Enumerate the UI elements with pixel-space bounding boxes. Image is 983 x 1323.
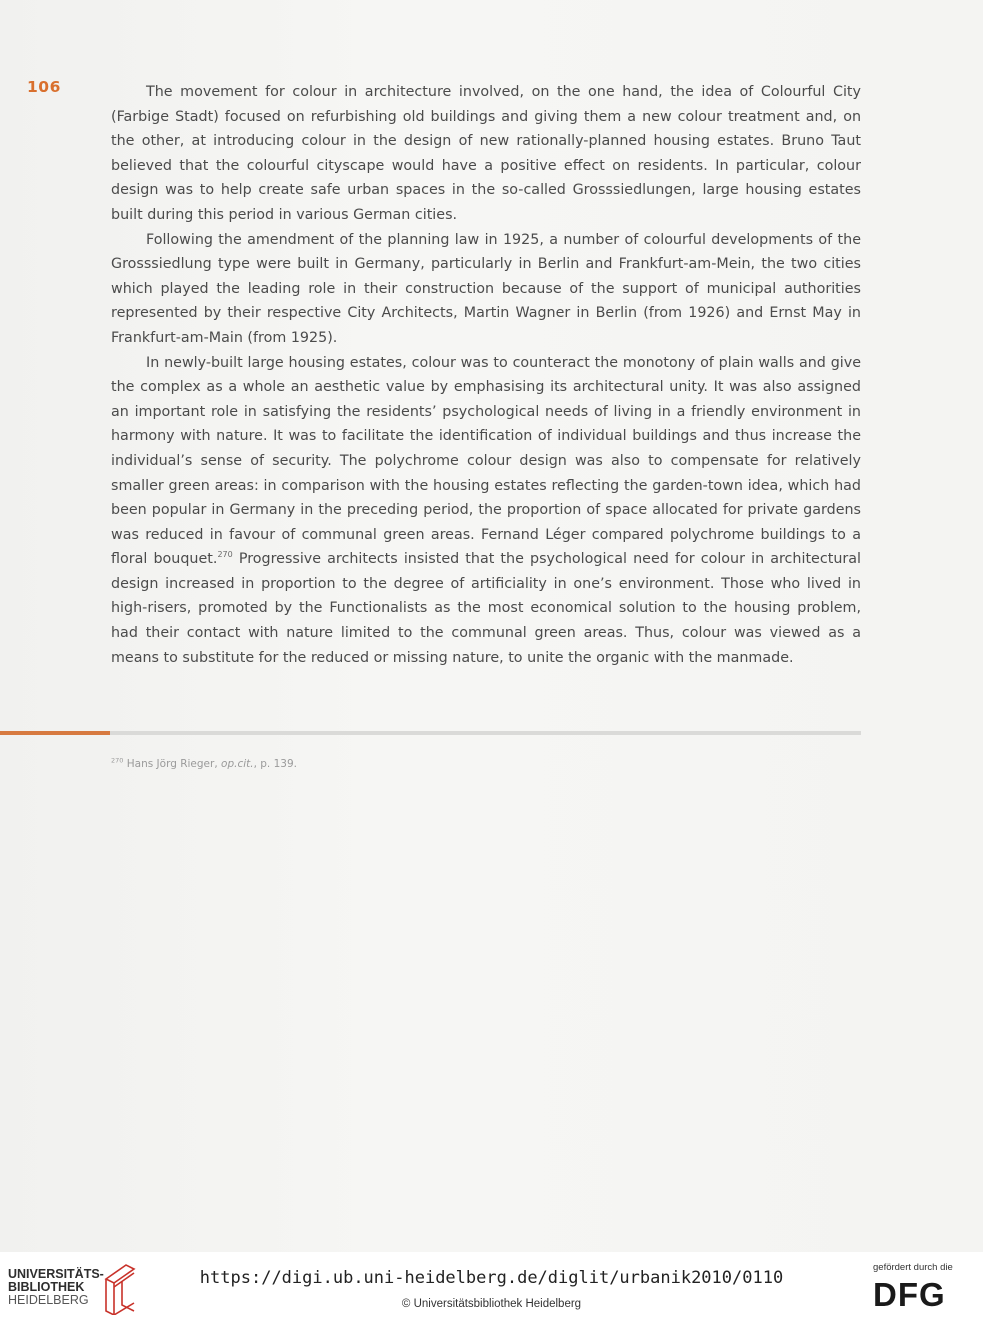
permalink-url[interactable]: https://digi.ub.uni-heidelberg.de/diglit/urbanik2010/0110 bbox=[199, 1268, 784, 1288]
library-name-line-3: HEIDELBERG bbox=[8, 1293, 89, 1307]
paragraph-3-part-2: Progressive architects insisted that the psychological need for colour in architectural design increased in proportion to the degree of artificiality in one’s environment. Those who lived in high-risers, promoted by the Functionalists as the most economical solution to the housing problem, had their contact with nature limited to the communal green areas. Thus, colour was viewed as a means to substitute for the reduced or missing nature, to unite the organic with the manmade. bbox=[111, 551, 861, 666]
copyright-notice: © Universitätsbibliothek Heidelberg bbox=[401, 1298, 582, 1310]
footnote bbox=[111, 758, 297, 770]
page-number: 106 bbox=[27, 78, 61, 96]
funded-by-label: gefördert durch die bbox=[873, 1262, 953, 1273]
paragraph-2: Following the amendment of the planning law in 1925, a number of colourful developments of the Grosssiedlung type were built in Germany, particularly in Berlin and Frankfurt-am-Mein, the two cities which played the leading role in their construction because of the support of municipal authorities represented by their respective City Architects, Martin Wagner in Berlin (from 1926) and Ernst May in Frankfurt-am-Main (from 1925). bbox=[111, 231, 861, 346]
paragraph-3-part-1: In newly-built large housing estates, colour was to counteract the monotony of plain walls and give the complex as a whole an aesthetic value by emphasising its architectural unity. It was also assigned an important role in satisfying the residents’ psychological needs of living in a friendly environment in harmony with nature. It was to facilitate the identification of individual buildings and thus increase the individual’s sense of security. The polychrome colour design was also to compensate for relatively smaller green areas: in comparison with the housing estates reflecting the garden-town idea, which had been popular in Germany in the preceding period, the proportion of space allocated for private gardens was reduced in favour of communal green areas. Fernand Léger compared polychrome buildings to a floral bouquet. bbox=[111, 354, 861, 568]
footnote-number: 270 bbox=[111, 756, 124, 765]
footnote-author: Hans Jörg Rieger, bbox=[126, 758, 222, 770]
footer-bar bbox=[0, 1252, 983, 1323]
footnote-page: , p. 139. bbox=[253, 758, 297, 770]
body-text bbox=[111, 80, 861, 670]
library-name-line-2: BIBLIOTHEK bbox=[8, 1280, 85, 1294]
dfg-logo: DFG bbox=[873, 1276, 946, 1313]
footnote-rule bbox=[110, 731, 861, 735]
footnote-rule-accent bbox=[0, 731, 110, 735]
footnote-citation: op.cit. bbox=[221, 758, 254, 770]
library-name-line-1: UNIVERSITÄTS- bbox=[8, 1267, 104, 1281]
paragraph-3 bbox=[111, 351, 861, 671]
paragraph-1: The movement for colour in architecture involved, on the one hand, the idea of Colourful City (Farbige Stadt) focused on refurbishing old buildings and giving them a new colour treatment and, on the other, at introducing colour in the design of new rationally-planned housing estates. Bruno Taut believed that the colourful cityscape would have a positive effect on residents. In particular, colour design was to help create safe urban spaces in the so-called Grosssiedlungen, large housing estates built during this period in various German cities. bbox=[111, 84, 861, 223]
footnote-reference[interactable]: 270 bbox=[217, 550, 233, 560]
